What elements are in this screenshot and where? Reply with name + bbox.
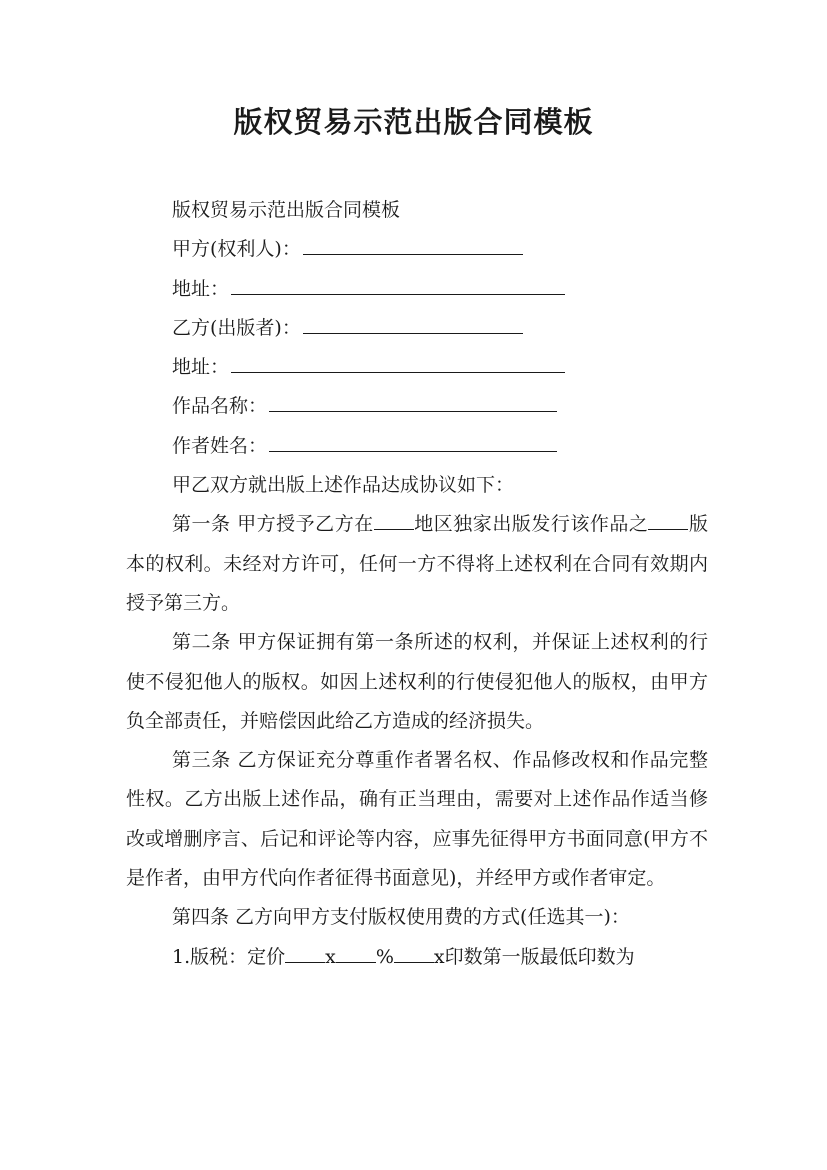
address-a-line: [126, 270, 708, 309]
article-4: 第四条 乙方向甲方支付版权使用费的方式(任选其一)：: [172, 906, 630, 929]
document-subtitle: 版权贸易示范出版合同模板: [172, 199, 401, 221]
party-b-label: 乙方(出版者)：: [172, 316, 301, 339]
party-a-line: [126, 230, 708, 269]
royalty-line: [126, 938, 708, 977]
region-blank: [374, 508, 414, 530]
address-b-line: [126, 348, 708, 387]
article-3: 第三条 乙方保证充分尊重作者署名权、作品修改权和作品完整性权。乙方出版上述作品，确有正当理由，需要对上述作品作适当修改或增删序言、后记和评论等内容，应事先征得甲方书面同意(甲方不是作者，由甲方代向作者征得书面意见)，并经甲方或作者审定。: [126, 749, 708, 890]
party-b-blank: [303, 312, 523, 334]
royalty-x-2: x: [433, 945, 445, 968]
party-b-line: [126, 309, 708, 348]
address-b-blank: [231, 351, 565, 373]
royalty-pct: %: [375, 945, 394, 968]
contract-body: [126, 191, 708, 977]
royalty-part-2: 印数第一版最低印数为: [444, 945, 635, 968]
address-b-label: 地址：: [172, 356, 230, 379]
edition-blank: [648, 508, 688, 530]
article-1-part-2: 地区独家出版发行该作品之: [413, 513, 649, 536]
article-1-part-3: 版本的权利。未经对方许可，任何一方不得将上述权利在合同有效期内授予第三方。: [126, 513, 708, 614]
work-title-blank: [269, 390, 557, 412]
royalty-x-1: x: [325, 945, 336, 968]
royalty-part-1: 1.版税：定价: [172, 945, 286, 968]
address-a-blank: [231, 273, 565, 295]
agreement-intro: 甲乙双方就出版上述作品达成协议如下：: [172, 474, 515, 497]
author-name-line: [126, 427, 708, 466]
work-title-label: 作品名称：: [172, 395, 268, 418]
work-title-line: [126, 387, 708, 426]
author-name-label: 作者姓名：: [172, 434, 268, 457]
article-1-part-1: 第一条 甲方授予乙方在: [172, 513, 374, 536]
price-blank: [285, 941, 325, 963]
print-blank: [394, 941, 434, 963]
rate-blank: [336, 941, 376, 963]
party-a-label: 甲方(权利人)：: [172, 238, 301, 261]
article-1: [126, 505, 708, 623]
article-2: 第二条 甲方保证拥有第一条所述的权利，并保证上述权利的行使不侵犯他人的版权。如因上述权利的行使侵犯他人的版权，由甲方负全部责任，并赔偿因此给乙方造成的经济损失。: [126, 631, 708, 732]
document-title: 版权贸易示范出版合同模板: [233, 105, 594, 139]
author-name-blank: [269, 430, 557, 452]
address-a-label: 地址：: [172, 277, 230, 300]
party-a-blank: [303, 233, 523, 255]
